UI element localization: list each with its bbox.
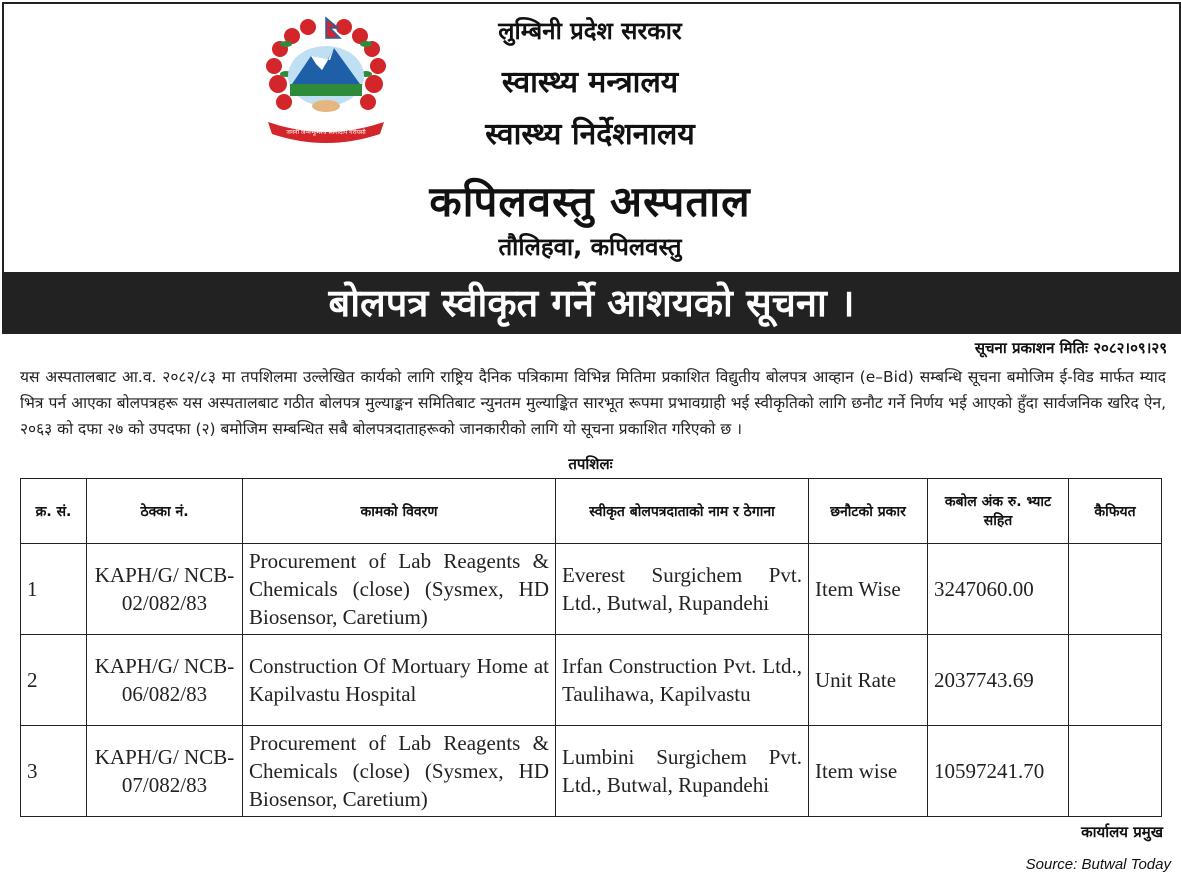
table-header-row: [21, 479, 1162, 544]
selection-type: Unit Rate: [809, 635, 928, 726]
column-header: कामको विवरण: [243, 479, 556, 544]
ministry-name: स्वास्थ्य मन्त्रालय: [501, 65, 679, 100]
column-header: छनौटको प्रकार: [809, 479, 928, 544]
tender-table: [20, 478, 1162, 817]
table-row: [21, 544, 1162, 635]
table-row: [21, 635, 1162, 726]
work-description: Procurement of Lab Reagents & Chemicals (close) (Sysmex, HD Biosensor, Caretium): [243, 726, 556, 817]
notice-title: बोलपत्र स्वीकृत गर्ने आशयको सूचना ।: [2, 272, 1181, 334]
bid-amount: 3247060.00: [928, 544, 1069, 635]
contract-number: KAPH/G/ NCB- 07/082/83: [87, 726, 243, 817]
bidder-name: Irfan Construction Pvt. Ltd., Taulihawa, Kapilvastu: [556, 635, 809, 726]
contract-number: KAPH/G/ NCB- 02/082/83: [87, 544, 243, 635]
column-header: क्र. सं.: [21, 479, 87, 544]
province-name: लुम्बिनी प्रदेश सरकार: [498, 17, 682, 45]
serial-number: 3: [21, 726, 87, 817]
bid-amount: 2037743.69: [928, 635, 1069, 726]
remarks: [1069, 544, 1162, 635]
bidder-name: Everest Surgichem Pvt. Ltd., Butwal, Rupandehi: [556, 544, 809, 635]
schedule-label: तपशिलः: [568, 455, 613, 473]
table-row: [21, 726, 1162, 817]
publication-date: सूचना प्रकाशन मितिः २०८२।०९।२९: [974, 339, 1167, 357]
column-header: स्वीकृत बोलपत्रदाताको नाम र ठेगाना: [556, 479, 809, 544]
remarks: [1069, 726, 1162, 817]
work-description: Procurement of Lab Reagents & Chemicals (close) (Sysmex, HD Biosensor, Caretium): [243, 544, 556, 635]
serial-number: 2: [21, 635, 87, 726]
hospital-name: कपिलवस्तु अस्पताल: [429, 177, 751, 226]
bid-amount: 10597241.70: [928, 726, 1069, 817]
bidder-name: Lumbini Surgichem Pvt. Ltd., Butwal, Rupandehi: [556, 726, 809, 817]
selection-type: Item wise: [809, 726, 928, 817]
intro-paragraph: यस अस्पतालबाट आ.व. २०८२/८३ मा तपशिलमा उल्लेखित कार्यको लागि राष्ट्रिय दैनिक पत्रिकामा विभिन्न मितिमा प्रकाशित विद्युतीय बोलपत्र आव्हान (e–Bid) सम्बन्धि सूचना बमोजिम ई-विड मार्फत म्याद भित्र पर्न आएका बोलपत्रहरू यस अस्पतालबाट गठीत बोलपत्र मुल्याङ्कन समितिबाट न्युनतम मुल्याङ्कित सारभूत रूपमा प्रभावग्राही भई स्वीकृतिको लागि छनौट गर्ने निर्णय भई आएको हुँदा सार्वजनिक खरिद ऐन, २०६३ को दफा २७ को उपदफा (२) बमोजिम सम्बन्धित सबै बोलपत्रदाताहरूको जानकारीको लागि यो सूचना प्रकाशित गरिएको छ ।: [20, 368, 1166, 438]
svg-text:जननी जन्मभूमिश्च स्वर्गादपि गर: जननी जन्मभूमिश्च स्वर्गादपि गरीयसी: [286, 129, 366, 136]
hospital-address: तौलिहवा, कपिलवस्तु: [498, 233, 682, 261]
signatory: कार्यालय प्रमुख: [1081, 823, 1163, 841]
directorate-name: स्वास्थ्य निर्देशनालय: [485, 117, 695, 152]
contract-number: KAPH/G/ NCB- 06/082/83: [87, 635, 243, 726]
remarks: [1069, 635, 1162, 726]
source-credit: Source: Butwal Today: [1025, 856, 1171, 873]
serial-number: 1: [21, 544, 87, 635]
column-header: कबोल अंक रु. भ्याट सहित: [928, 479, 1069, 544]
selection-type: Item Wise: [809, 544, 928, 635]
work-description: Construction Of Mortuary Home at Kapilvastu Hospital: [243, 635, 556, 726]
column-header: ठेक्का नं.: [87, 479, 243, 544]
column-header: कैफियत: [1069, 479, 1162, 544]
